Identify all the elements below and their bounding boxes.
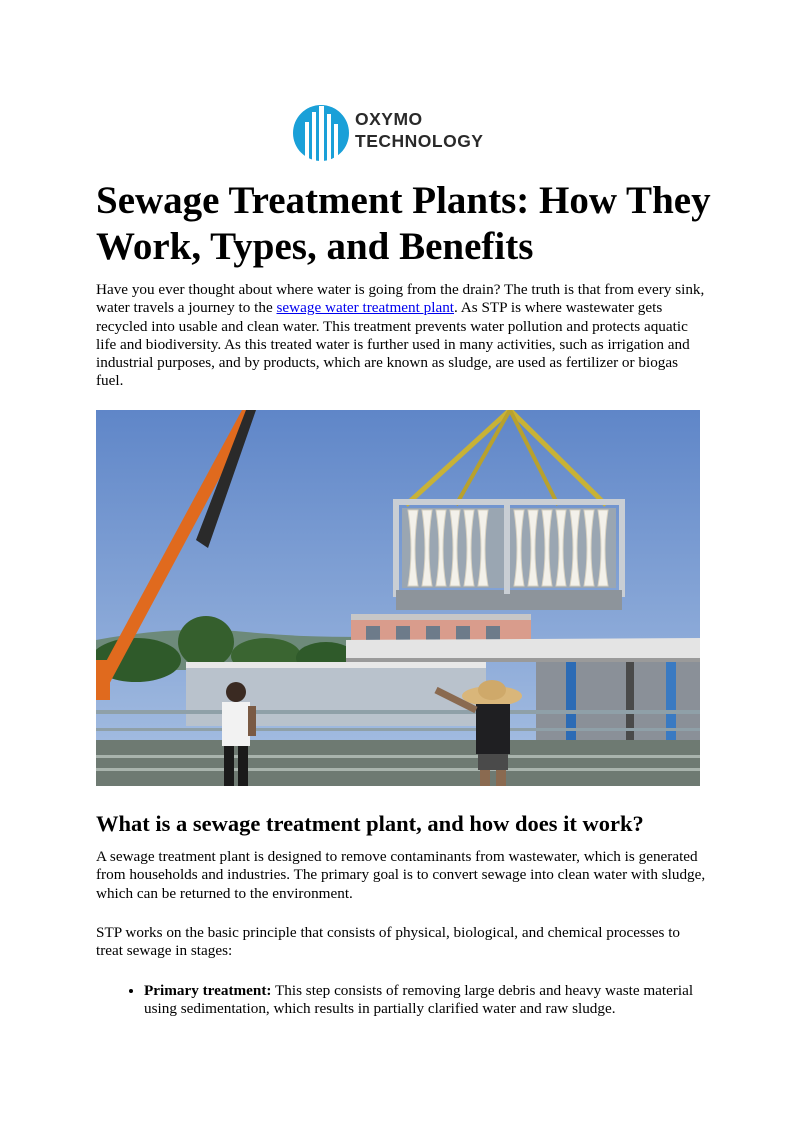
principle-paragraph: STP works on the basic principle that consists of physical, biological, and chemical processes to treat sewage in stages:	[96, 924, 681, 960]
treatment-stages-list	[96, 982, 706, 1019]
intro-paragraph	[96, 281, 706, 391]
intro-text-start: Have you ever thought about where water is going from the drain? The truth is that from every sink, water travels a journey to the	[96, 281, 705, 317]
logo-mark-icon	[293, 100, 353, 166]
sewage-treatment-plant-link[interactable]: sewage water treatment plant	[276, 299, 455, 317]
page-title: Sewage Treatment Plants: How They Work, Types, and Benefits	[96, 179, 711, 268]
list-item-text: This step consists of removing large debris and heavy waste material using sedimentation, which results in partially clarified water and raw sludge.	[144, 982, 694, 1018]
company-logo	[293, 100, 513, 166]
list-item	[144, 982, 706, 1019]
section-heading: What is a sewage treatment plant, and how does it work?	[96, 811, 644, 836]
list-item-label: Primary treatment:	[144, 982, 272, 999]
logo-text-line1: OXYMO	[355, 109, 423, 129]
hero-photo	[96, 410, 700, 786]
intro-text-end: . As STP is where wastewater gets recycled into usable and clean water. This treatment prevents water pollution and protects aquatic life and biodiversity. As this treated water is further used in many activities, such as irrigation and industrial purposes, and by products, which are known as sludge, are used as fertilizer or biogas fuel.	[96, 299, 690, 390]
definition-paragraph: A sewage treatment plant is designed to remove contaminants from wastewater, which is generated from households and industries. The primary goal is to convert sewage into clean water with sludge, which can be returned to the environment.	[96, 848, 706, 902]
logo-text-line2: TECHNOLOGY	[355, 131, 484, 151]
